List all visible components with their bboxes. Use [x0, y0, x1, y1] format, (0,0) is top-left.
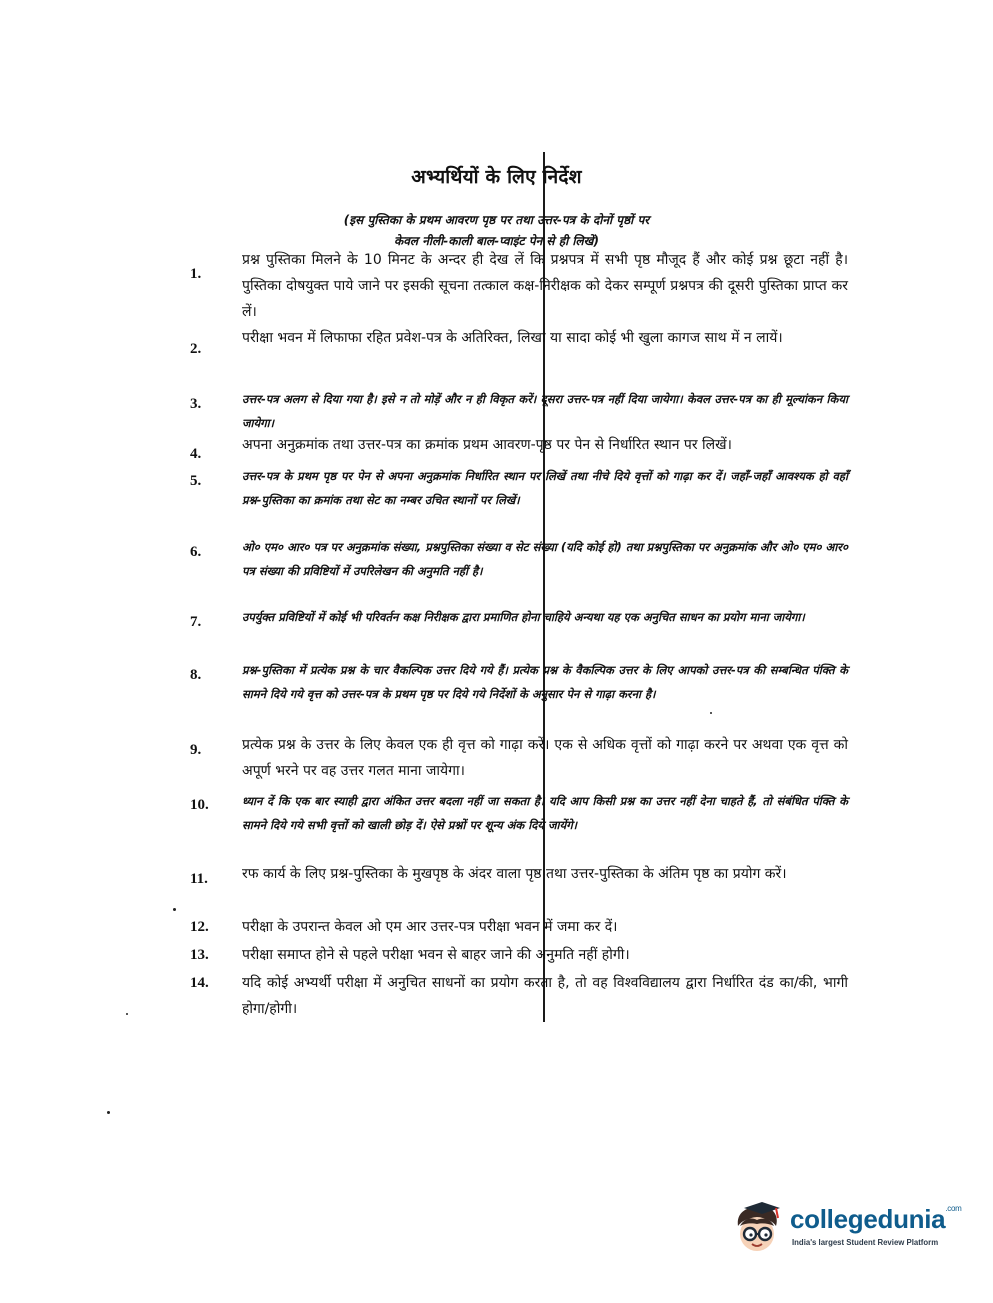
scan-speck	[126, 1013, 128, 1015]
item-number: 5.	[190, 473, 202, 489]
item-text: रफ कार्य के लिए प्रश्न-पुस्तिका के मुखपृष्ठ के अंदर वाला पृष्ठ तथा उत्तर-पुस्तिका के अंतिम पृष्ठ का प्रयोग करें।	[242, 866, 787, 882]
item-number: 2.	[190, 341, 202, 357]
item-text: यदि कोई अभ्यर्थी परीक्षा में अनुचित साधनों का प्रयोग करता है, तो वह विश्वविद्यालय द्वारा निर्धारित दंड का/की, भागी होगा/होगी।	[242, 975, 848, 1017]
subtitle-line-2: केवल नीली-काली बाल-प्वाइंट पेन से ही लिखें)	[394, 234, 599, 248]
item-number: 9.	[190, 742, 202, 758]
item-text: परीक्षा भवन में लिफाफा रहित प्रवेश-पत्र के अतिरिक्त, लिखा या सादा कोई भी खुला कागज साथ में न लायें।	[242, 330, 783, 346]
item-text: ध्यान दें कि एक बार स्याही द्वारा अंकित उत्तर बदला नहीं जा सकता है। यदि आप किसी प्रश्न का उत्तर नहीं देना चाहते हैं, तो संबंधित पंक्ति के सामने दिये गये सभी वृत्तों को खाली छोड़ दें। ऐसे प्रश्नों पर शून्य अंक दिये जायेंगे।	[242, 794, 848, 832]
mascot-icon	[728, 1200, 786, 1258]
item-number: 4.	[190, 446, 202, 462]
item-text: परीक्षा के उपरान्त केवल ओ एम आर उत्तर-पत्र परीक्षा भवन में जमा कर दें।	[242, 919, 618, 935]
logo-name-text: collegedunia	[790, 1204, 946, 1234]
item-number: 7.	[190, 614, 202, 630]
item-number: 11.	[190, 871, 208, 887]
logo-suffix: .com	[945, 1204, 962, 1213]
item-text: ओ० एम० आर० पत्र पर अनुक्रमांक संख्या, प्रश्नपुस्तिका संख्या व सेट संख्या (यदि कोई हो) तथा प्रश्नपुस्तिका पर अनुक्रमांक और ओ० एम० आर० पत्र संख्या की प्रविष्टियों में उपरिलेखन की अनुमति नहीं है।	[242, 540, 848, 578]
item-number: 1.	[190, 266, 202, 282]
logo-tagline: India's largest Student Review Platform	[792, 1238, 939, 1247]
item-text: उपर्युक्त प्रविष्टियों में कोई भी परिवर्तन कक्ष निरीक्षक द्वारा प्रमाणित होना चाहिये अन्यथा यह एक अनुचित साधन का प्रयोग माना जायेगा।	[242, 610, 805, 624]
subtitle-line-1: (इस पुस्तिका के प्रथम आवरण पृष्ठ पर तथा उत्तर-पत्र के दोनों पृष्ठों पर	[343, 213, 650, 227]
item-text: प्रत्येक प्रश्न के उत्तर के लिए केवल एक ही वृत्त को गाढ़ा करें। एक से अधिक वृत्तों को गाढ़ा करने पर अथवा एक वृत्त को अपूर्ण भरने पर वह उत्तर गलत माना जायेगा।	[242, 737, 848, 779]
item-text: उत्तर-पत्र के प्रथम पृष्ठ पर पेन से अपना अनुक्रमांक निर्धारित स्थान पर लिखें तथा नीचे दिये वृत्तों को गाढ़ा कर दें। जहाँ-जहाँ आवश्यक हो वहाँ प्रश्न-पुस्तिका का क्रमांक तथा सेट का नम्बर उचित स्थानों पर लिखें।	[242, 469, 848, 507]
item-number: 8.	[190, 667, 202, 683]
logo-wordmark	[790, 1204, 961, 1235]
page-title: अभ्यर्थियों के लिए निर्देश	[411, 166, 582, 188]
item-number: 13.	[190, 947, 209, 963]
item-number: 10.	[190, 797, 209, 813]
scan-speck	[107, 1111, 110, 1114]
item-number: 6.	[190, 544, 202, 560]
item-text: प्रश्न पुस्तिका मिलने के 10 मिनट के अन्दर ही देख लें कि प्रश्नपत्र में सभी पृष्ठ मौजूद हैं और कोई प्रश्न छूटा नहीं है। पुस्तिका दोषयुक्त पाये जाने पर इसकी सूचना तत्काल कक्ष-निरीक्षक को देकर सम्पूर्ण प्रश्नपत्र की दूसरी पुस्तिका प्राप्त कर लें।	[242, 252, 848, 320]
collegedunia-logo[interactable]	[728, 1194, 968, 1264]
item-text: उत्तर-पत्र अलग से दिया गया है। इसे न तो मोड़ें और न ही विकृत करें। दूसरा उत्तर-पत्र नहीं दिया जायेगा। केवल उत्तर-पत्र का ही मूल्यांकन किया जायेगा।	[242, 392, 848, 430]
scan-speck	[710, 712, 712, 714]
item-text: अपना अनुक्रमांक तथा उत्तर-पत्र का क्रमांक प्रथम आवरण-पृष्ठ पर पेन से निर्धारित स्थान पर लिखें।	[242, 437, 732, 453]
item-text: प्रश्न-पुस्तिका में प्रत्येक प्रश्न के चार वैकल्पिक उत्तर दिये गये हैं। प्रत्येक प्रश्न के वैकल्पिक उत्तर के लिए आपको उत्तर-पत्र की सम्बन्धित पंक्ति के सामने दिये गये वृत्त को उत्तर-पत्र के प्रथम पृष्ठ पर दिये गये निर्देशों के अनुसार पेन से गाढ़ा करना है।	[242, 663, 848, 701]
item-number: 14.	[190, 975, 209, 991]
scan-speck	[173, 908, 176, 911]
item-text: परीक्षा समाप्त होने से पहले परीक्षा भवन से बाहर जाने की अनुमति नहीं होगी।	[242, 947, 630, 963]
item-number: 3.	[190, 396, 202, 412]
item-number: 12.	[190, 919, 209, 935]
